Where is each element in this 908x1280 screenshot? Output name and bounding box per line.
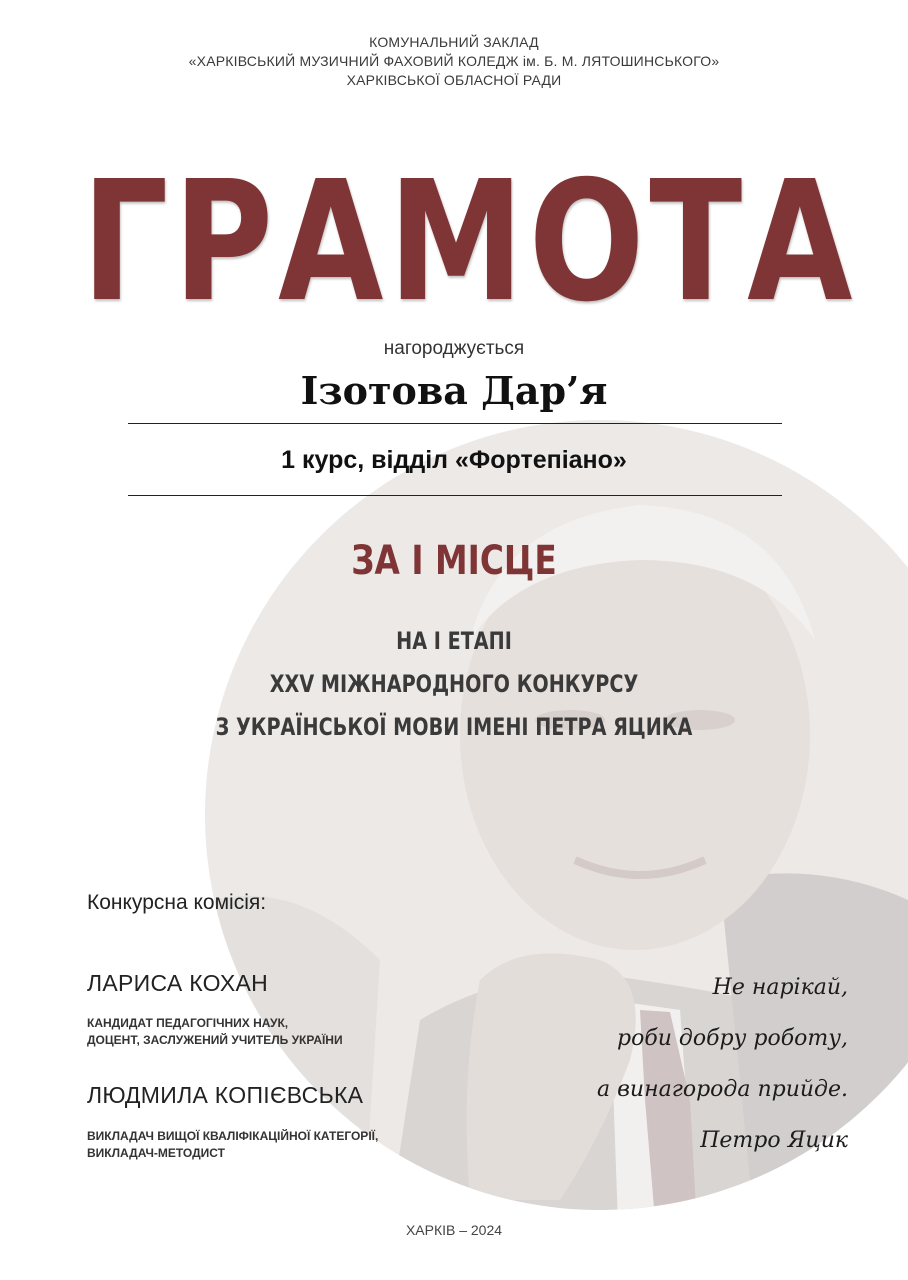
member-title-line: ВИКЛАДАЧ-МЕТОДИСТ — [87, 1146, 225, 1160]
commission-label: Конкурсна комісія: — [87, 891, 267, 914]
member-title-line: ДОЦЕНТ, ЗАСЛУЖЕНИЙ УЧИТЕЛЬ УКРАЇНИ — [87, 1033, 343, 1047]
stage-line: XXV МІЖНАРОДНОГО КОНКУРСУ — [269, 670, 639, 698]
footer-city-year: ХАРКІВ – 2024 — [405, 1222, 503, 1238]
header-line: «ХАРКІВСЬКИЙ МУЗИЧНИЙ ФАХОВИЙ КОЛЕДЖ ім. Б. М. ЛЯТОШИНСЬКОГО» — [188, 53, 720, 69]
stage-line: НА І ЕТАПІ — [396, 627, 512, 655]
member-name: ЛАРИСА КОХАН — [87, 970, 269, 996]
quote-line: роби добру роботу, — [617, 1026, 848, 1051]
recipient-course: 1 курс, відділ «Фортепіано» — [281, 446, 627, 474]
quote-line: Не нарікай, — [712, 975, 848, 1000]
member-title-line: ВИКЛАДАЧ ВИЩОЇ КВАЛІФІКАЦІЙНОЇ КАТЕГОРІЇ, — [87, 1129, 379, 1143]
header-line: ХАРКІВСЬКОЇ ОБЛАСНОЇ РАДИ — [346, 72, 562, 88]
member-title — [87, 1128, 378, 1162]
stage-line: З УКРАЇНСЬКОЇ МОВИ ІМЕНІ ПЕТРА ЯЦИКА — [215, 713, 693, 741]
member-title — [87, 1015, 343, 1049]
member-name: ЛЮДМИЛА КОПІЄВСЬКА — [87, 1082, 364, 1108]
award-place: ЗА І МІСЦЕ — [351, 538, 557, 584]
divider-line — [128, 423, 782, 424]
awarded-label: нагороджується — [383, 338, 525, 359]
quote-line: а винагорода прийде. — [597, 1077, 848, 1102]
quote-author: Петро Яцик — [700, 1128, 848, 1153]
member-title-line: КАНДИДАТ ПЕДАГОГІЧНИХ НАУК, — [87, 1016, 289, 1030]
quote — [597, 962, 848, 1166]
competition-stage — [91, 620, 817, 749]
certificate-title: ГРАМОТА — [81, 146, 858, 339]
divider-line — [128, 495, 782, 496]
recipient-name: Ізотова Дар’я — [300, 368, 608, 413]
header-line: КОМУНАЛЬНИЙ ЗАКЛАД — [369, 34, 539, 50]
institution-header — [0, 33, 908, 90]
